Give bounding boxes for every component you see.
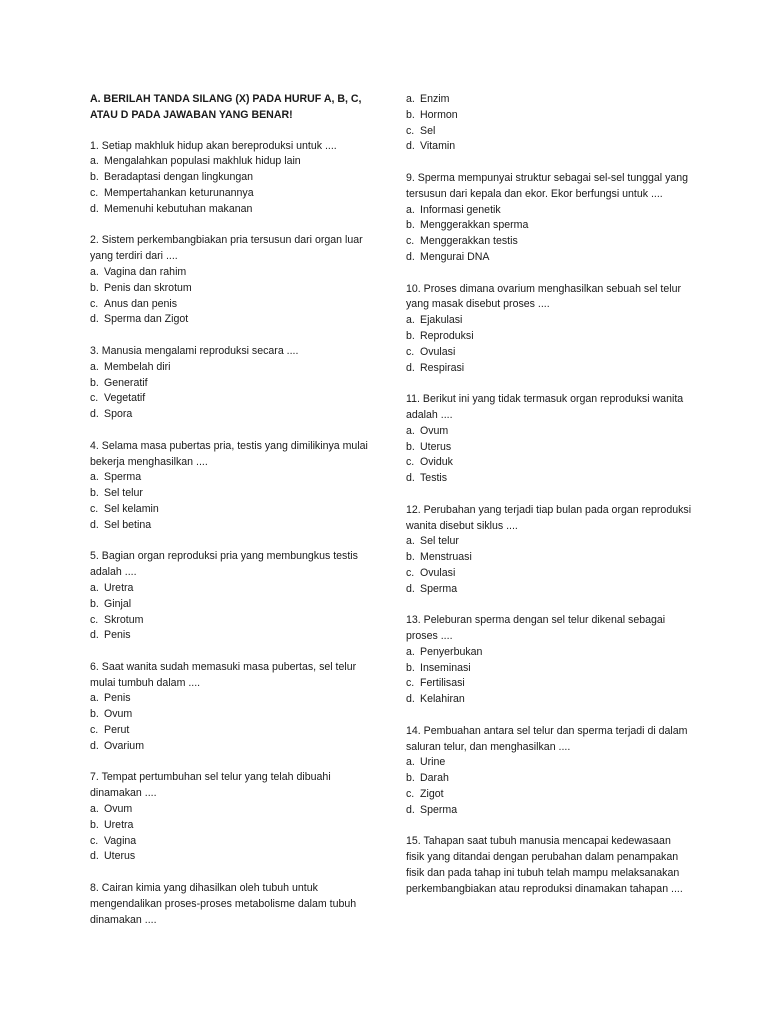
option-text: Memenuhi kebutuhan makanan — [104, 202, 253, 215]
answer-option[interactable] — [90, 518, 376, 534]
option-text: Mengurai DNA — [420, 250, 490, 263]
answer-option[interactable] — [90, 407, 376, 423]
answer-option[interactable] — [90, 628, 376, 644]
option-text: Zigot — [420, 788, 444, 801]
question-item — [90, 439, 376, 534]
option-letter: c. — [406, 345, 415, 358]
option-letter: c. — [90, 186, 99, 199]
question-item — [90, 139, 376, 218]
option-letter: c. — [406, 788, 415, 801]
option-letter: c. — [90, 392, 99, 405]
answer-option[interactable] — [90, 170, 376, 186]
option-letter: a. — [90, 360, 99, 373]
option-text: Generatif — [104, 376, 148, 389]
question-text: 7. Tempat pertumbuhan sel telur yang telah dibuahi dinamakan .... — [90, 771, 331, 800]
answer-option[interactable] — [90, 613, 376, 629]
option-text: Sperma — [420, 803, 458, 816]
option-text: Hormon — [420, 108, 458, 121]
answer-option[interactable] — [90, 312, 376, 328]
question-text: 14. Pembuahan antara sel telur dan sperma terjadi di dalam saluran telur, dan menghasilkan .... — [406, 724, 688, 753]
option-letter: b. — [90, 597, 99, 610]
question-text: 6. Saat wanita sudah memasuki masa pubertas, sel telur mulai tumbuh dalam .... — [90, 660, 357, 689]
option-text: Ovum — [104, 803, 133, 816]
option-text: Penyerbukan — [420, 645, 483, 658]
question-text: 9. Sperma mempunyai struktur sebagai sel-sel tunggal yang tersusun dari kepala dan ekor. Ekor berfungsi untuk .... — [406, 171, 689, 200]
option-letter: a. — [406, 535, 415, 548]
option-letter: d. — [406, 803, 415, 816]
question-item — [90, 549, 376, 644]
option-letter: c. — [406, 456, 415, 469]
answer-option[interactable] — [406, 645, 692, 661]
answer-option[interactable] — [406, 771, 692, 787]
option-letter: c. — [90, 502, 99, 515]
option-text: Skrotum — [104, 613, 144, 626]
option-text: Beradaptasi dengan lingkungan — [104, 171, 254, 184]
answer-option[interactable] — [406, 676, 692, 692]
answer-option[interactable] — [90, 707, 376, 723]
option-text: Spora — [104, 408, 133, 421]
option-letter: a. — [406, 203, 415, 216]
option-letter: c. — [90, 297, 99, 310]
option-text: Ginjal — [104, 597, 132, 610]
question-text: 2. Sistem perkembangbiakan pria tersusun dari organ luar yang terdiri dari .... — [90, 234, 363, 263]
question-item — [406, 282, 692, 377]
option-text: Menggerakkan testis — [420, 235, 518, 248]
answer-option[interactable] — [406, 250, 692, 266]
option-text: Sel — [420, 124, 436, 137]
option-text: Ovum — [104, 708, 133, 721]
answer-option[interactable] — [90, 834, 376, 850]
option-text: Kelahiran — [420, 693, 465, 706]
option-letter: a. — [90, 581, 99, 594]
option-letter: d. — [406, 250, 415, 263]
option-text: Menggerakkan sperma — [420, 219, 529, 232]
option-letter: a. — [406, 645, 415, 658]
option-letter: a. — [90, 155, 99, 168]
option-text: Ovum — [420, 424, 449, 437]
option-letter: d. — [90, 739, 99, 752]
question-item — [90, 881, 376, 928]
answer-option[interactable] — [406, 787, 692, 803]
option-letter: b. — [406, 661, 415, 674]
option-text: Sperma — [420, 582, 458, 595]
option-letter: b. — [406, 219, 415, 232]
question-item — [406, 834, 692, 897]
option-text: Ovarium — [104, 739, 145, 752]
option-letter: a. — [406, 756, 415, 769]
answer-option[interactable] — [406, 455, 692, 471]
option-text: Membelah diri — [104, 360, 171, 373]
option-text: Mengalahkan populasi makhluk hidup lain — [104, 155, 301, 168]
answer-option[interactable] — [406, 139, 692, 155]
option-text: Sel telur — [104, 487, 143, 500]
option-text: Testis — [420, 472, 448, 485]
option-letter: b. — [406, 108, 415, 121]
question-text: 5. Bagian organ reproduksi pria yang membungkus testis adalah .... — [90, 550, 358, 579]
option-text: Penis dan skrotum — [104, 281, 192, 294]
option-text: Enzim — [420, 93, 450, 105]
answer-option[interactable] — [90, 186, 376, 202]
answer-option[interactable] — [406, 313, 692, 329]
question-text: 13. Peleburan sperma dengan sel telur dikenal sebagai proses .... — [406, 614, 666, 643]
answer-option[interactable] — [406, 661, 692, 677]
question-text: 8. Cairan kimia yang dihasilkan oleh tubuh untuk mengendalikan proses-proses metabolisme dalam tubuh dinamakan .... — [90, 882, 357, 926]
option-letter: c. — [406, 124, 415, 137]
option-text: Vitamin — [420, 140, 456, 153]
answer-option[interactable] — [90, 470, 376, 486]
answer-option[interactable] — [406, 534, 692, 550]
option-letter: a. — [90, 692, 99, 705]
answer-option[interactable] — [90, 597, 376, 613]
option-text: Fertilisasi — [420, 677, 465, 690]
option-letter: a. — [90, 265, 99, 278]
option-text: Ovulasi — [420, 566, 456, 579]
option-text: Inseminasi — [420, 661, 471, 674]
answer-option[interactable] — [90, 849, 376, 865]
option-text: Anus dan penis — [104, 297, 178, 310]
option-letter: d. — [90, 313, 99, 326]
option-text: Uterus — [420, 440, 452, 453]
option-letter: a. — [406, 314, 415, 327]
option-text: Vegetatif — [104, 392, 146, 405]
option-letter: d. — [406, 582, 415, 595]
option-text: Mempertahankan keturunannya — [104, 186, 254, 199]
left-column — [90, 92, 376, 944]
answer-option[interactable] — [90, 360, 376, 376]
question-text: 11. Berikut ini yang tidak termasuk organ reproduksi wanita adalah .... — [406, 393, 684, 421]
question-item — [406, 171, 692, 266]
option-text: Darah — [420, 772, 449, 785]
answer-option[interactable] — [406, 234, 692, 250]
answer-option[interactable] — [406, 92, 692, 108]
question-item — [90, 233, 376, 328]
option-text: Sel telur — [420, 535, 459, 548]
question-text: 4. Selama masa pubertas pria, testis yang dimilikinya mulai bekerja menghasilkan .... — [90, 439, 368, 468]
answer-option[interactable] — [406, 471, 692, 487]
option-text: Uretra — [104, 818, 134, 831]
option-text: Ejakulasi — [420, 314, 463, 327]
option-letter: b. — [90, 281, 99, 294]
option-text: Oviduk — [420, 456, 453, 469]
question-item — [90, 344, 376, 423]
instructions-heading — [90, 92, 376, 124]
question-item — [406, 503, 692, 598]
option-text: Uterus — [104, 850, 136, 863]
instructions-line-2: ATAU D PADA JAWABAN YANG BENAR! — [90, 108, 293, 121]
answer-option[interactable] — [406, 124, 692, 140]
option-text: Penis — [104, 629, 131, 642]
option-letter: d. — [90, 518, 99, 531]
answer-option[interactable] — [90, 691, 376, 707]
answer-option[interactable] — [406, 203, 692, 219]
option-letter: a. — [406, 424, 415, 437]
answer-option[interactable] — [90, 486, 376, 502]
answer-option[interactable] — [406, 755, 692, 771]
option-text: Sperma — [104, 471, 142, 484]
option-text: Sel betina — [104, 518, 152, 531]
question-item — [406, 724, 692, 819]
question-text: 12. Perubahan yang terjadi tiap bulan pada organ reproduksi wanita disebut siklus .... — [406, 503, 692, 532]
question-text: 10. Proses dimana ovarium menghasilkan sebuah sel telur yang masak disebut proses .... — [406, 282, 681, 311]
option-letter: b. — [90, 171, 99, 184]
answer-option[interactable] — [406, 803, 692, 819]
option-text: Perut — [104, 724, 130, 737]
option-letter: d. — [406, 693, 415, 706]
answer-option[interactable] — [406, 329, 692, 345]
option-text: Reproduksi — [420, 329, 474, 342]
answer-option[interactable] — [90, 802, 376, 818]
option-text: Uretra — [104, 581, 134, 594]
question-item — [406, 92, 692, 155]
answer-option[interactable] — [90, 723, 376, 739]
answer-option[interactable] — [90, 502, 376, 518]
answer-option[interactable] — [406, 582, 692, 598]
option-letter: d. — [406, 361, 415, 374]
answer-option[interactable] — [406, 218, 692, 234]
option-letter: b. — [406, 551, 415, 564]
option-letter: d. — [90, 202, 99, 215]
option-letter: a. — [90, 803, 99, 816]
option-letter: d. — [406, 472, 415, 485]
answer-option[interactable] — [90, 281, 376, 297]
option-letter: c. — [90, 724, 99, 737]
option-letter: c. — [406, 566, 415, 579]
option-letter: a. — [90, 471, 99, 484]
option-letter: c. — [406, 677, 415, 690]
question-item — [406, 392, 692, 487]
answer-option[interactable] — [406, 361, 692, 377]
answer-option[interactable] — [406, 345, 692, 361]
option-letter: c. — [406, 235, 415, 248]
question-text: 3. Manusia mengalami reproduksi secara .... — [90, 344, 299, 357]
question-item — [406, 613, 692, 708]
answer-option[interactable] — [406, 692, 692, 708]
answer-option[interactable] — [90, 739, 376, 755]
answer-option[interactable] — [406, 566, 692, 582]
option-letter: b. — [406, 772, 415, 785]
option-text: Urine — [420, 756, 446, 769]
option-letter: d. — [406, 140, 415, 153]
question-text: 1. Setiap makhluk hidup akan bereproduksi untuk .... — [90, 139, 337, 152]
option-letter: b. — [90, 376, 99, 389]
option-text: Vagina — [104, 834, 137, 847]
instructions-line-1: A. BERILAH TANDA SILANG (X) PADA HURUF A, B, C, — [90, 93, 362, 105]
option-text: Ovulasi — [420, 345, 456, 358]
answer-option[interactable] — [90, 818, 376, 834]
answer-option[interactable] — [90, 297, 376, 313]
question-text: 15. Tahapan saat tubuh manusia mencapai kedewasaan fisik yang ditandai dengan perubahan dalam penampakan fisik dan pada tahap ini tubuh telah mampu melaksanakan perkembangbiakan atau reproduksi dinamakan tahapan .... — [406, 835, 683, 895]
option-letter: d. — [90, 408, 99, 421]
option-text: Menstruasi — [420, 551, 472, 564]
option-text: Vagina dan rahim — [104, 265, 187, 278]
answer-option[interactable] — [90, 154, 376, 170]
option-text: Sel kelamin — [104, 502, 159, 515]
option-letter: b. — [406, 440, 415, 453]
answer-option[interactable] — [406, 424, 692, 440]
option-letter: b. — [406, 329, 415, 342]
answer-option[interactable] — [406, 108, 692, 124]
right-column — [406, 92, 692, 913]
option-letter: a. — [406, 93, 415, 105]
option-letter: b. — [90, 818, 99, 831]
question-item — [90, 770, 376, 865]
answer-option[interactable] — [406, 550, 692, 566]
answer-option[interactable] — [406, 440, 692, 456]
option-letter: d. — [90, 629, 99, 642]
option-text: Sperma dan Zigot — [104, 313, 189, 326]
answer-option[interactable] — [90, 265, 376, 281]
answer-option[interactable] — [90, 391, 376, 407]
answer-option[interactable] — [90, 202, 376, 218]
option-letter: b. — [90, 487, 99, 500]
option-letter: c. — [90, 834, 99, 847]
answer-option[interactable] — [90, 581, 376, 597]
option-text: Informasi genetik — [420, 203, 501, 216]
answer-option[interactable] — [90, 376, 376, 392]
option-text: Respirasi — [420, 361, 465, 374]
option-text: Penis — [104, 692, 131, 705]
option-letter: c. — [90, 613, 99, 626]
question-item — [90, 660, 376, 755]
option-letter: d. — [90, 850, 99, 863]
option-letter: b. — [90, 708, 99, 721]
